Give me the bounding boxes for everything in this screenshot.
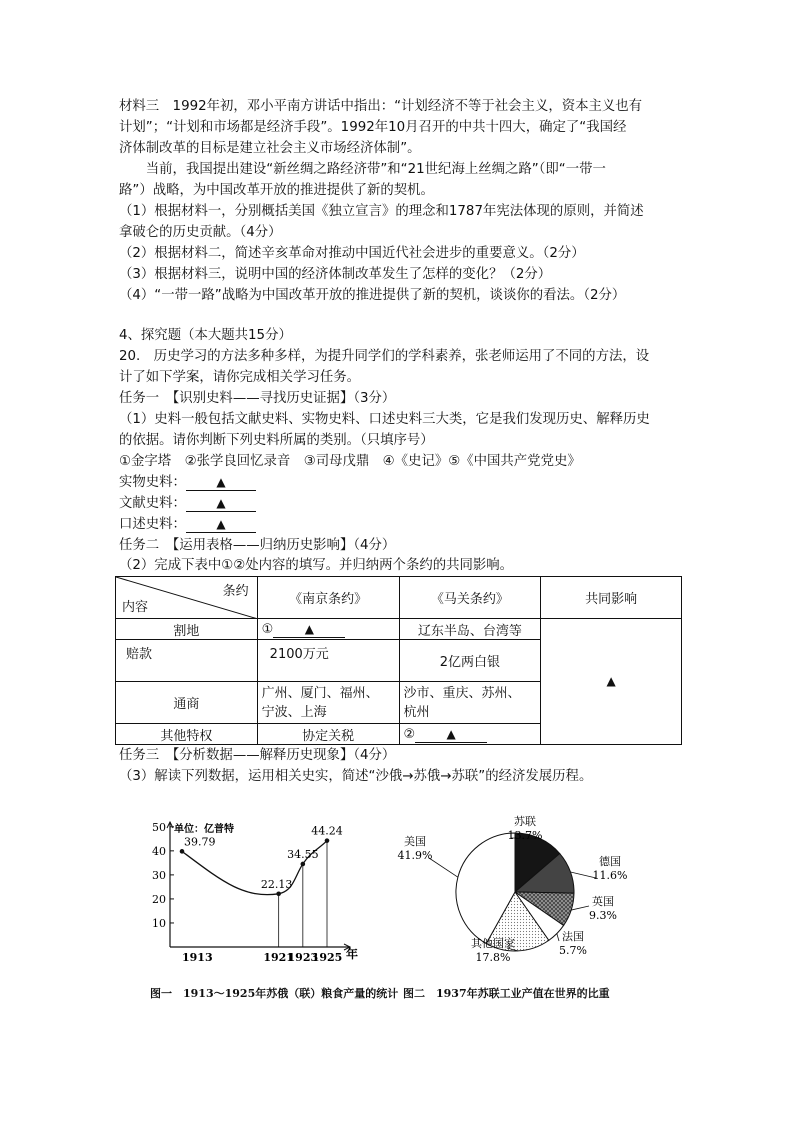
question-20-line2: 计了如下学案，请你完成相关学习任务。 bbox=[119, 370, 361, 385]
trade-nanjing-line1: 广州、厦门、福州、 bbox=[261, 685, 379, 701]
slice-label: 英国 bbox=[592, 895, 614, 908]
trade-shimonoseki-line1: 沙市、重庆、苏州、 bbox=[403, 685, 521, 701]
grain-output-line-chart bbox=[140, 800, 380, 980]
physical-sources-label: 实物史料： bbox=[119, 475, 186, 490]
x-tick-label: 1913 bbox=[182, 951, 213, 964]
task1-q-line2: 的依据。请你判断下列史料所属的类别。（只填序号） bbox=[119, 433, 434, 448]
oral-sources-row bbox=[119, 515, 256, 535]
trade-nanjing-line2: 宁波、上海 bbox=[261, 704, 327, 720]
material3-line2: 计划”；“计划和市场都是经济手段”。1992年10月召开的中共十四大，确定了“我国经 bbox=[119, 120, 627, 135]
col-header-shimonoseki: 《马关条约》 bbox=[399, 577, 541, 619]
document-sources-row bbox=[119, 494, 256, 514]
row-label-trade: 通商 bbox=[116, 682, 258, 724]
physical-sources-blank[interactable] bbox=[186, 474, 256, 491]
row-label-cession: 割地 bbox=[116, 619, 258, 640]
slice-value-label: 17.8% bbox=[475, 951, 511, 964]
material3-line5: 路”）战略，为中国改革开放的推进提供了新的契机。 bbox=[119, 183, 434, 198]
question-3: （3）根据材料三，说明中国的经济体制改革发生了怎样的变化？（2分） bbox=[119, 267, 552, 282]
task3-heading: 任务三 【分析数据——解释历史现象】（4分） bbox=[119, 748, 396, 763]
leader-line bbox=[429, 858, 458, 877]
task2-question: （2）完成下表中①②处内容的填写。并归纳两个条约的共同影响。 bbox=[119, 558, 514, 573]
slice-value-label: 41.9% bbox=[397, 849, 433, 862]
material3-line4: 当前，我国提出建设“新丝绸之路经济带”和“21世纪海上丝绸之路”（即“一带一 bbox=[119, 162, 606, 177]
x-axis-label: 年 bbox=[346, 947, 359, 961]
question-1-line1: （1）根据材料一，分别概括美国《独立宣言》的理念和1787年宪法体现的原则，并简述 bbox=[119, 204, 644, 219]
y-tick-label: 20 bbox=[152, 892, 166, 906]
question-2: （2）根据材料二，简述辛亥革命对推动中国近代社会进步的重要意义。（2分） bbox=[119, 246, 585, 261]
data-value-label: 34.55 bbox=[287, 847, 319, 861]
oral-sources-label: 口述史料： bbox=[119, 517, 186, 532]
diagonal-header-bottom: 内容 bbox=[122, 600, 149, 615]
blank-triangle: ▲ bbox=[304, 621, 314, 636]
cell-privileges-nanjing: 协定关税 bbox=[257, 724, 399, 745]
indemnity-nanjing-text: 2100万元 bbox=[269, 647, 329, 662]
blank-1-marker: ① bbox=[261, 621, 274, 637]
section-heading: 4、探究题（本大题共15分） bbox=[119, 328, 292, 343]
treaty-table bbox=[115, 576, 682, 745]
blank-2-marker: ② bbox=[403, 726, 416, 742]
data-value-label: 39.79 bbox=[184, 835, 216, 849]
cell-blank-2[interactable] bbox=[399, 724, 541, 745]
blank-2-line[interactable] bbox=[415, 726, 487, 743]
col-header-shared-impact: 共同影响 bbox=[541, 577, 682, 619]
y-tick-label: 40 bbox=[152, 844, 166, 858]
blank-triangle: ▲ bbox=[606, 674, 616, 688]
cell-trade-nanjing bbox=[257, 682, 399, 724]
question-4: （4）“一带一路”战略为中国改革开放的推进提供了新的契机，谈谈你的看法。（2分） bbox=[119, 288, 626, 303]
x-tick-label: 1923 bbox=[287, 951, 319, 964]
figure-2-caption: 图二 1937年苏联工业产值在世界的比重 bbox=[403, 987, 610, 1000]
cell-trade-shimonoseki bbox=[399, 682, 541, 724]
trade-shimonoseki-line2: 杭州 bbox=[403, 704, 430, 720]
diagonal-header-cell bbox=[116, 577, 258, 619]
x-tick-label: 1921 bbox=[263, 951, 294, 964]
slice-label: 美国 bbox=[404, 835, 426, 848]
task1-heading: 任务一 【识别史料——寻找历史证据】（3分） bbox=[119, 391, 396, 406]
leader-line bbox=[571, 906, 589, 910]
blank-triangle: ▲ bbox=[216, 475, 226, 489]
blank-triangle: ▲ bbox=[446, 726, 456, 741]
cell-indemnity-nanjing bbox=[257, 640, 399, 682]
cell-cession-shimonoseki: 辽东半岛、台湾等 bbox=[399, 619, 541, 640]
question-20-line1: 20. 历史学习的方法多种多样，为提升同学们的学科素养，张老师运用了不同的方法，设 bbox=[119, 349, 650, 364]
blank-triangle: ▲ bbox=[216, 496, 226, 510]
question-1-line2: 拿破仑的历史贡献。（4分） bbox=[119, 225, 282, 240]
material3-line1: 材料三 1992年初，邓小平南方讲话中指出：“计划经济不等于社会主义，资本主义也有 bbox=[119, 99, 643, 114]
cell-blank-1[interactable] bbox=[257, 619, 399, 640]
data-point bbox=[180, 849, 185, 854]
diagonal-header-top: 条约 bbox=[222, 584, 249, 599]
blank-triangle: ▲ bbox=[216, 517, 226, 531]
slice-label: 德国 bbox=[599, 855, 621, 868]
row-label-indemnity-text: 赔款 bbox=[126, 647, 153, 662]
material3-line3: 济体制改革的目标是建立社会主义市场经济体制”。 bbox=[119, 141, 421, 156]
physical-sources-row bbox=[119, 473, 256, 493]
x-tick-label: 1925 bbox=[311, 951, 343, 964]
task3-question: （3）解读下列数据，运用相关史实，简述“沙俄→苏俄→苏联”的经济发展历程。 bbox=[119, 769, 593, 784]
blank-1-line[interactable] bbox=[273, 621, 345, 638]
document-sources-blank[interactable] bbox=[186, 495, 256, 512]
task1-q-line1: （1）史料一般包括文献史料、实物史料、口述史料三大类，它是我们发现历史、解释历史 bbox=[119, 412, 650, 427]
y-tick-label: 30 bbox=[152, 868, 166, 882]
col-header-nanjing: 《南京条约》 bbox=[257, 577, 399, 619]
slice-value-label: 11.6% bbox=[592, 869, 628, 882]
slice-value-label: 5.7% bbox=[559, 944, 587, 957]
task2-heading: 任务二 【运用表格——归纳历史影响】（4分） bbox=[119, 538, 396, 553]
chart-unit-label: 单位：亿普特 bbox=[174, 824, 234, 835]
row-label-indemnity bbox=[116, 640, 258, 682]
data-value-label: 44.24 bbox=[311, 824, 343, 838]
cell-indemnity-shimonoseki: 2亿两白银 bbox=[399, 640, 541, 682]
slice-label: 其他国家 bbox=[471, 937, 515, 950]
source-options: ①金字塔 ②张学良回忆录音 ③司母戊鼎 ④《史记》⑤《中国共产党党史》 bbox=[119, 454, 581, 469]
leader-line bbox=[557, 934, 559, 941]
industry-share-pie-chart bbox=[390, 795, 640, 985]
figure-1-caption: 图一 1913～1925年苏俄（联）粮食产量的统计 bbox=[150, 987, 399, 1000]
oral-sources-blank[interactable] bbox=[186, 516, 256, 533]
y-tick-label: 10 bbox=[152, 916, 166, 930]
row-label-privileges: 其他特权 bbox=[116, 724, 258, 745]
slice-label: 法国 bbox=[562, 930, 584, 943]
cell-shared-impact[interactable] bbox=[541, 619, 682, 745]
document-sources-label: 文献史料： bbox=[119, 496, 186, 511]
slice-value-label: 13.7% bbox=[507, 829, 543, 842]
data-value-label: 22.13 bbox=[260, 877, 293, 891]
slice-label: 苏联 bbox=[514, 815, 536, 828]
slice-value-label: 9.3% bbox=[589, 909, 617, 922]
y-tick-label: 50 bbox=[152, 820, 166, 834]
